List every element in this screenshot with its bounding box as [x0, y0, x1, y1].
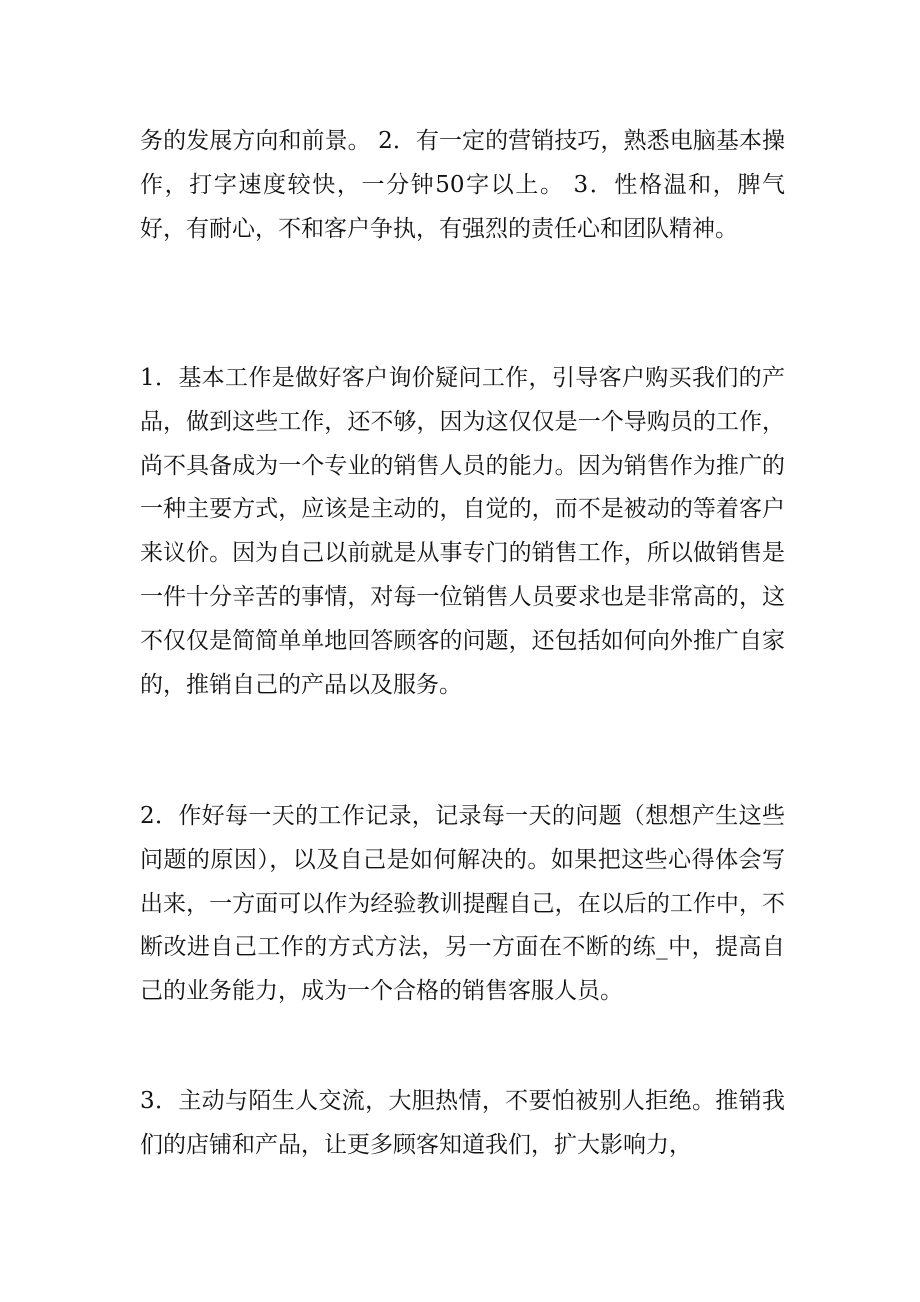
paragraph-item-1: 1．基本工作是做好客户询价疑问工作，引导客户购买我们的产品，做到这些工作，还不够，因为这仅仅是一个导购员的工作，尚不具备成为一个专业的销售人员的能力。因为销售作为推广的一种主要方式，应该是主动的，自觉的，而不是被动的等着客户来议价。因为自己以前就是从事专门的销售工作，所以做销售是一件十分辛苦的事情，对每一位销售人员要求也是非常高的，这不仅仅是简简单单地回答顾客的问题，还包括如何向外推广自家的，推销自己的产品以及服务。 [140, 365, 785, 698]
paragraph-item-2: 2．作好每一天的工作记录，记录每一天的问题（想想产生这些问题的原因），以及自己是如何解决的。如果把这些心得体会写出来，一方面可以作为经验教训提醒自己，在以后的工作中，不断改进自己工作的方式方法，另一方面在不断的练_中，提高自己的业务能力，成为一个合格的销售客服人员。 [140, 803, 785, 1005]
paragraph-intro-requirements: 务的发展方向和前景。 2．有一定的营销技巧，熟悉电脑基本操作，打字速度较快，一分钟50字以上。 3．性格温和，脾气好，有耐心，不和客户争执，有强烈的责任心和团队精神。 [140, 128, 785, 242]
paragraph-item-3: 3．主动与陌生人交流，大胆热情，不要怕被别人拒绝。推销我们的店铺和产品，让更多顾客知道我们，扩大影响力， [140, 1088, 785, 1158]
